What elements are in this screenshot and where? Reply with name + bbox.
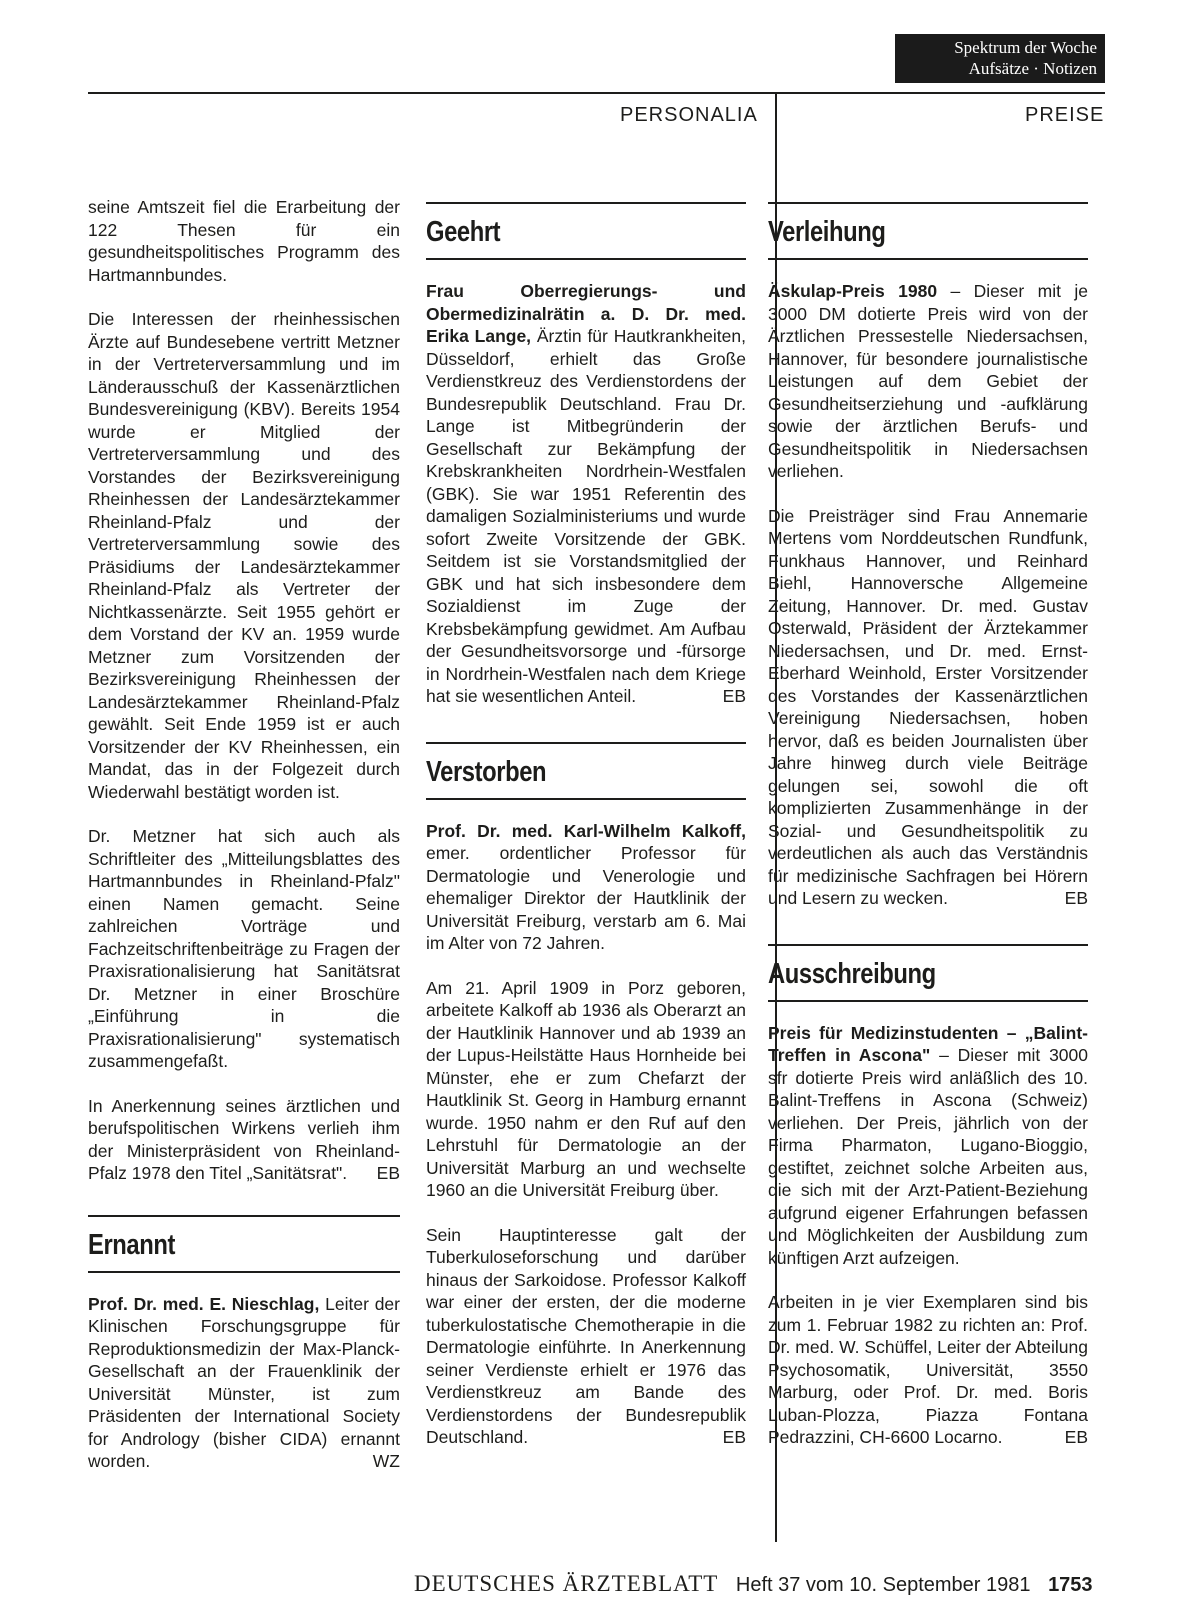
author-initials: EB (1064, 1427, 1088, 1447)
heading-ausschreibung (768, 944, 1088, 1002)
heading-geehrt (426, 202, 746, 260)
prize-name: Preis für Medizinstudenten – „Balint-Treffen in Ascona" (768, 1022, 1088, 1065)
author-initials: EB (722, 1427, 746, 1447)
section-badge (895, 34, 1105, 83)
heading-ernannt (88, 1215, 400, 1273)
paragraph-text: – Dieser mit 3000 sfr dotierte Preis wird anläßlich des 10. Balint-Treffens in Ascona (Schweiz) verliehen. Der Preis, jährlich von der Firma Pharmaton, Lugano-Bioggio, gestiftet, zeichnet solche Arbeiten aus, die sich mit der Arzt-Patient-Beziehung aufgrund eigener Erfahrungen befassen und Möglichkeiten der Ausbildung zum künftigen Arzt aufzeigen. (768, 1045, 1089, 1268)
section-heading: Ausschreibung (768, 957, 936, 990)
paragraph (426, 1224, 746, 1449)
paragraph: seine Amtszeit fiel die Erarbeitung der 122 Thesen für ein gesundheitspolitisches Programm des Hartmannbundes. (88, 197, 400, 285)
paragraph (768, 1022, 1088, 1270)
paragraph (768, 505, 1088, 910)
paragraph: Die Interessen der rheinhessischen Ärzte auf Bundesebene vertritt Metzner in der Vertreterversammlung und im Länderausschuß der Kassenärztlichen Bundesvereinigung (KBV). Bereits 1954 wurde er Mitglied der Vertreterversammlung und des Vorstandes der Bezirksvereinigung Rheinhessen der Landesärztekammer Rheinland-Pfalz und der Vertreterversammlung sowie des Präsidiums der Landesärztekammer Rheinland-Pfalz als Vertreter der Nichtkassenärzte. Seit 1955 gehört er dem Vorstand der KV an. 1959 wurde Metzner zum Vorsitzenden der Bezirksvereinigung Rheinhessen der Landesärztekammer Rheinland-Pfalz gewählt. Seit Ende 1959 ist er auch Vorsitzender der KV Rheinhessen, ein Mandat, das in der Folgezeit durch Wiederwahl bestätigt worden ist. (88, 309, 400, 802)
page-number: 1753 (1048, 1574, 1093, 1596)
issue-info: Heft 37 vom 10. September 1981 (735, 1574, 1031, 1596)
paragraph (768, 280, 1088, 483)
paragraph-text: Sein Hauptinteresse galt der Tuberkuloseforschung und darüber hinaus der Sarkoidose. Professor Kalkoff war einer der ersten, der die moderne tuberkulostatische Chemotherapie in die Dermatologie einführte. In Anerkennung seiner Verdienste erhielt er 1976 das Verdienstkreuz am Bande des Verdienstordens der Bundesrepublik Deutschland. (426, 1224, 746, 1447)
paragraph-text: – Dieser mit je 3000 DM dotierte Preis wird von der Ärztlichen Pressestelle Niedersachsen, Hannover, für besondere journalistische Leistungen auf dem Gebiet der Gesundheitserziehung und -aufklärung sowie der ärztlichen Berufs- und Gesundheitspolitik in Niedersachsen verliehen. (768, 281, 1089, 481)
paragraph-text: Die Preisträger sind Frau Annemarie Mertens vom Norddeutschen Rundfunk, Funkhaus Hannover, und Reinhard Biehl, Hannoversche Allgemeine Zeitung, Hannover. Dr. med. Gustav Osterwald, Präsident der Ärztekammer Niedersachsen, und Dr. med. Ernst-Eberhard Weinhold, Erster Vorsitzender des Vorstandes der Kassenärztlichen Vereinigung Niedersachsen, hoben hervor, daß es beiden Journalisten über Jahre hinweg durch viele Beiträge gelungen sei, sowohl die oft komplizierten Zusammenhänge in der Sozial- und Gesundheitspolitik zu verdeutlichen als auch das Verständnis für medizinische Sachfragen bei Hörern und Lesern zu wecken. (768, 505, 1088, 908)
column-1 (88, 196, 400, 1495)
paragraph (426, 820, 746, 955)
top-rule (88, 92, 1105, 94)
column-3 (768, 202, 1088, 1471)
prize-name: Äskulap-Preis 1980 (768, 281, 938, 301)
paragraph (768, 1291, 1088, 1449)
section-heading: Verleihung (768, 216, 886, 248)
paragraph: Dr. Metzner hat sich auch als Schriftleiter des „Mitteilungsblattes des Hartmannbundes in Rheinland-Pfalz" einen Namen gemacht. Seine zahlreichen Vorträge und Fachzeitschriftenbeiträge zu Fragen der Praxisrationalisierung hat Sanitätsrat Dr. Metzner in einer Broschüre „Einführung in die Praxisrationalisierung" systematisch zusammengefaßt. (88, 826, 400, 1071)
paragraph-text: Leiter der Klinischen Forschungsgruppe für Reproduktionsmedizin der Max-Planck-Gesellschaft an der Frauenklinik der Universität Münster, ist zum Präsidenten der International Society for Andrology (bisher CIDA) ernannt worden. (88, 1293, 400, 1471)
person-name: Frau Oberregierungs- und Obermedizinalrätin a. D. Dr. med. Erika Lange, (426, 281, 746, 346)
author-initials: EB (376, 1163, 400, 1183)
paragraph-text: In Anerkennung seines ärztlichen und berufspolitischen Wirkens verlieh ihm der Ministerpräsident von Rheinland-Pfalz 1978 den Titel „Sanitätsrat". (88, 1095, 400, 1183)
person-name: Prof. Dr. med. E. Nieschlag, (88, 1293, 320, 1314)
paragraph-text: emer. ordentlicher Professor für Dermatologie und Venerologie und ehemaliger Direktor der Hautklinik der Universität Freiburg, verstarb am 6. Mai im Alter von 72 Jahren. (426, 843, 746, 953)
badge-line-1: Spektrum der Woche (954, 38, 1097, 57)
column-2 (426, 202, 746, 1471)
badge-line-2: Aufsätze · Notizen (968, 59, 1097, 78)
section-heading: Verstorben (426, 755, 547, 788)
page-footer (414, 1571, 1104, 1597)
masthead: DEUTSCHES ÄRZTEBLATT (414, 1571, 719, 1596)
section-heading: Ernannt (88, 1228, 175, 1261)
author-initials: WZ (372, 1451, 400, 1471)
author-initials: EB (1064, 888, 1088, 908)
paragraph-text: Arbeiten in je vier Exemplaren sind bis zum 1. Februar 1982 zu richten an: Prof. Dr. med. W. Schüffel, Leiter der Abteilung Psychosomatik, Universität, 3550 Marburg, oder Prof. Dr. med. Boris Luban-Plozza, Piazza Fontana Pedrazzini, CH-6600 Locarno. (768, 1292, 1088, 1447)
paragraph (88, 1293, 400, 1473)
section-heading: Geehrt (426, 216, 501, 248)
heading-verstorben (426, 742, 746, 800)
paragraph-text: Ärztin für Hautkrankheiten, Düsseldorf, erhielt das Große Verdienstkreuz des Verdienstordens der Bundesrepublik Deutschland. Frau Dr. Lange ist Mitbegründerin der Gesellschaft zur Bekämpfung der Krebskrankheiten Nordrhein-Westfalen (GBK). Sie war 1951 Referentin des damaligen Sozialministeriums und wurde sofort Zweite Vorsitzende der GBK. Seitdem ist sie Vorstandsmitglied der GBK und hat sich insbesondere dem Sozialdienst im Zuge der Krebsbekämpfung gewidmet. Am Aufbau der Gesundheitsvorsorge und -fürsorge in Nordrhein-Westfalen nach dem Kriege hat sie wesentlichen Anteil. (426, 326, 746, 706)
paragraph (426, 280, 746, 708)
author-initials: EB (722, 686, 746, 706)
section-label-personalia: PERSONALIA (620, 104, 758, 126)
paragraph (88, 1095, 400, 1185)
paragraph: Am 21. April 1909 in Porz geboren, arbeitete Kalkoff ab 1936 als Oberarzt an der Hautklinik Hannover und ab 1939 an der Lupus-Heilstätte Haus Hornheide bei Münster, ehe er zum Chefarzt der Hautklinik St. Georg in Hamburg ernannt wurde. 1950 nahm er den Ruf auf den Lehrstuhl für Dermatologie an der Universität Marburg an und wechselte 1960 an die Universität Freiburg über. (426, 977, 746, 1200)
section-label-preise: PREISE (1025, 104, 1105, 126)
person-name: Prof. Dr. med. Karl-Wilhelm Kalkoff, (426, 820, 746, 841)
heading-verleihung (768, 202, 1088, 260)
